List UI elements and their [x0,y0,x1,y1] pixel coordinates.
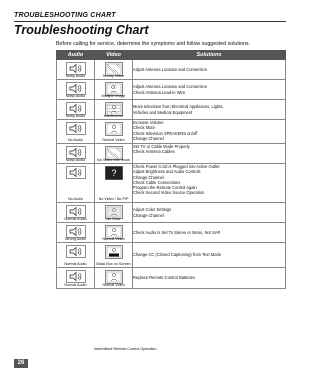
solution-line: Adjust Antenna Location and Connection [133,66,207,72]
solutions-cell [133,60,286,80]
speaker-icon [66,122,86,135]
video-label: Interference [103,114,124,118]
audio-cell [57,164,95,203]
intro-text: Before calling for service, determine the symptoms and follow suggested solutions. [56,41,251,47]
solution-line: Check Power Cord is Plugged into Active Outlet [133,164,220,169]
speaker-icon [66,166,86,179]
audio-label: Noisy Audio [65,158,86,162]
section-header: TROUBLESHOOTING CHART [14,12,116,19]
solution-line: Increase Volume [133,120,164,125]
table-header-row [57,51,286,60]
table-row [57,223,286,243]
audio-label: Normal Audio [64,283,87,287]
solution-line: Adjust Brightness and Audio Controls [133,169,201,175]
audio-label: No Audio [68,138,83,142]
audio-label: Noisy Audio [65,114,86,118]
solution-line: Change Channel [133,212,164,218]
video-label: Black Box on Screen [96,262,131,266]
page-number: 26 [14,359,28,368]
video-cell [95,80,133,100]
column-header-video: Video [95,51,133,60]
solution-line: Check Cable Connections [133,179,181,185]
audio-cell [57,120,95,144]
audio-label: Normal Audio [64,217,87,221]
table-row [57,268,286,289]
solutions-cell [133,223,286,243]
solution-line: Check Second Video Source Operation [133,190,205,196]
troubleshooting-table [56,50,286,289]
column-header-solutions: Solutions [133,51,286,60]
audio-cell [57,203,95,223]
table-row [57,120,286,144]
video-cell [95,144,133,164]
video-cell [95,268,133,289]
audio-cell [57,80,95,100]
video-label: Normal Video [102,237,125,241]
table-row [57,100,286,120]
video-cell [95,164,133,203]
audio-cell [57,243,95,268]
table-row [57,243,286,268]
solutions-cell [133,164,286,203]
video-label: Snowy Video [102,74,125,78]
audio-cell [57,144,95,164]
solution-line: Check Mute [133,125,155,131]
black-box-screen-icon [104,245,124,259]
audio-label: Noisy Audio [65,94,86,98]
video-cell [95,203,133,223]
audio-cell [57,100,95,120]
normal-screen-icon [104,270,124,284]
solution-line: Adjust Antenna Location and Connection [133,84,207,90]
solution-line: Change CC (Closed Captioning) from Text Mode [133,252,221,258]
normal-screen-icon [104,122,124,136]
video-cell [95,60,133,80]
solution-line: Set TV or Cable Mode Properly [133,144,190,149]
video-cell [95,223,133,243]
table-row [57,203,286,223]
solution-line: Change Channel [133,174,164,180]
solution-line: Move television from Electrical Appliances, Lights, [133,104,224,110]
solution-line: Check Audio Is Set To Stereo or Mono, Not SAP [133,229,221,235]
video-label: Normal Video [102,283,125,287]
audio-cell [57,60,95,80]
audio-cell [57,223,95,243]
video-label: Multiple Image [101,94,126,98]
solutions-cell [133,243,286,268]
video-label: Normal Video [102,138,125,142]
solutions-cell [133,100,286,120]
video-cell [95,120,133,144]
solution-line: Program the Remote Control Again [133,185,197,191]
solutions-cell [133,203,286,223]
solution-line: Check Antenna Cables [133,149,175,155]
page-title: Troubleshooting Chart [14,23,149,37]
footnote: Intermittent Remote Control Operation [94,347,157,351]
table-row [57,60,286,80]
solution-line: Adjust Color Settings [133,207,172,213]
speaker-icon [66,270,86,283]
solutions-cell [133,120,286,144]
audio-label: Noisy Audio [65,74,86,78]
table-row [57,144,286,164]
header-rule [14,21,286,22]
speaker-icon [66,245,86,258]
solutions-cell [133,144,286,164]
solutions-cell [133,80,286,100]
solution-line: Vehicles and Medical Equipment [133,109,193,115]
video-label: No Video with Snow [97,158,130,162]
table-row [57,164,286,203]
table-row [57,80,286,100]
audio-label: Normal Audio [64,262,87,266]
solution-line: Check Antenna Lead-in Wire [133,89,186,95]
audio-label: Wrong Audio [64,237,87,241]
video-label: No Video / No PIP [98,197,129,201]
video-cell [95,100,133,120]
video-label: No Color [106,217,121,221]
question-glyph: ? [110,168,117,178]
video-cell [95,243,133,268]
column-header-audio: Audio [57,51,95,60]
solution-line: Check television SPEAKERS on/off [133,130,198,136]
solution-line: Change Channel [133,135,164,141]
audio-label: No Audio [68,197,83,201]
solutions-cell [133,268,286,289]
solution-line: Replace Remote Control Batteries [133,275,196,281]
question-screen-icon [104,166,124,180]
audio-cell [57,268,95,289]
